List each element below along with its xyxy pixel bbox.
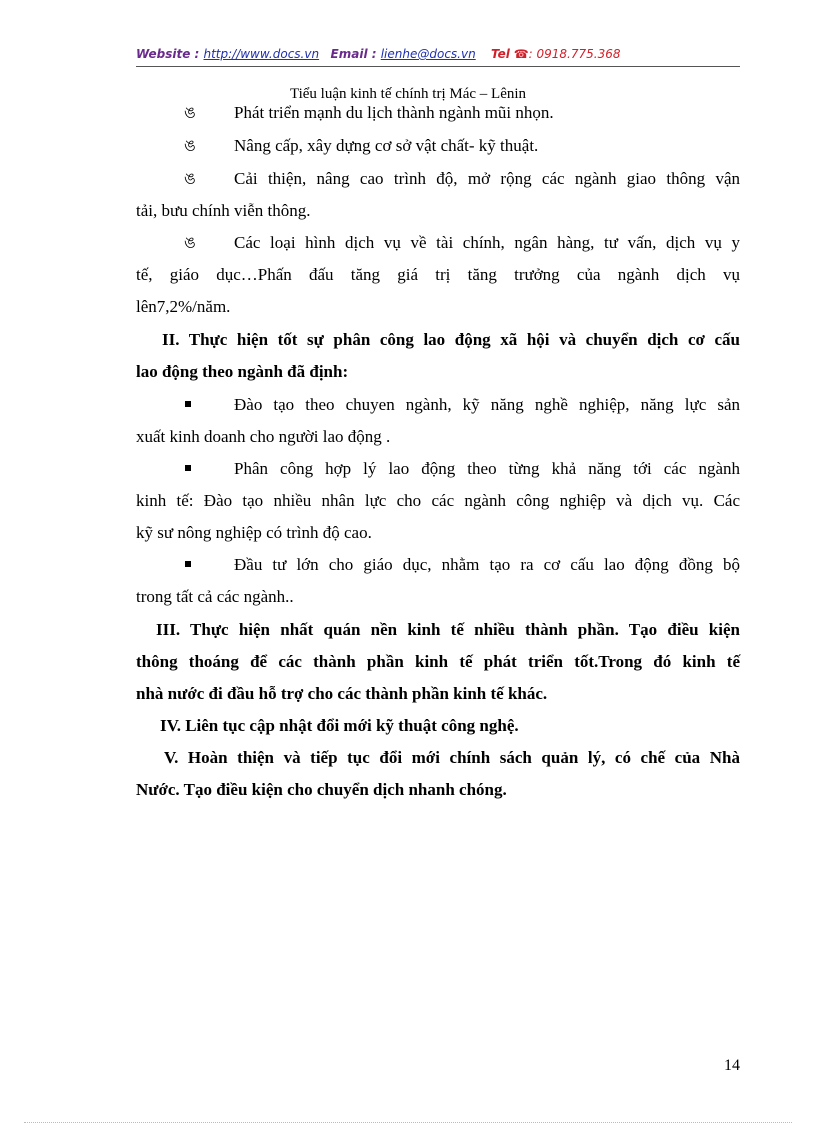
- section-heading-4: IV. Liên tục cập nhật đổi mới kỹ thuật công nghệ.: [160, 716, 519, 735]
- header-divider: [136, 66, 740, 67]
- list-item-continuation: lên7,2%/năm.: [136, 297, 231, 316]
- croissant-icon: ঙ: [184, 171, 196, 188]
- list-item-text: Nâng cấp, xây dựng cơ sở vật chất- kỹ thuật.: [234, 136, 539, 155]
- list-item-continuation: kinh tế: Đào tạo nhiều nhân lực cho các ngành công nghiệp và dịch vụ. Các: [136, 491, 740, 510]
- croissant-icon: ঙ: [184, 235, 196, 252]
- page-number: 14: [724, 1057, 740, 1074]
- list-item-continuation: tải, bưu chính viễn thông.: [136, 201, 311, 220]
- phone-icon: ☎: [513, 47, 529, 61]
- phone-number: : 0918.775.368: [528, 47, 621, 61]
- list-item-text: Phân công hợp lý lao động theo từng khả năng tới các ngành: [234, 459, 740, 478]
- list-item: [136, 459, 740, 479]
- section-heading-2: II. Thực hiện tốt sự phân công lao động xã hội và chuyển dịch cơ cấu: [162, 330, 740, 349]
- section-heading-3-cont: thông thoáng để các thành phần kinh tế phát triển tốt.Trong đó kinh tế: [136, 652, 740, 671]
- list-item: [136, 136, 740, 156]
- website-link[interactable]: http://www.docs.vn: [203, 47, 320, 61]
- section-heading-5: V. Hoàn thiện và tiếp tục đổi mới chính sách quản lý, có chế của Nhà: [164, 748, 740, 767]
- list-item-text: Đầu tư lớn cho giáo dục, nhằm tạo ra cơ cấu lao động đồng bộ: [234, 555, 740, 574]
- list-item-text: Cải thiện, nâng cao trình độ, mở rộng các ngành giao thông vận: [234, 169, 740, 188]
- section-heading-3: III. Thực hiện nhất quán nền kinh tế nhiều thành phần. Tạo điều kiện: [156, 620, 740, 639]
- list-item-continuation: trong tất cả các ngành..: [136, 587, 294, 606]
- list-item-continuation: tế, giáo dục…Phấn đấu tăng giá trị tăng trưởng của ngành dịch vụ: [136, 265, 740, 284]
- square-bullet-icon: [185, 401, 191, 407]
- list-item-continuation: kỹ sư nông nghiệp có trình độ cao.: [136, 523, 372, 542]
- list-item-text: Phát triển mạnh du lịch thành ngành mũi nhọn.: [234, 103, 554, 122]
- email-separator: :: [367, 47, 381, 61]
- croissant-icon: ঙ: [184, 105, 196, 122]
- list-item: [136, 103, 740, 123]
- list-item: [136, 555, 740, 575]
- square-bullet-icon: [185, 561, 191, 567]
- document-title: Tiểu luận kinh tế chính trị Mác – Lênin: [289, 86, 527, 102]
- email-link[interactable]: lienhe@docs.vn: [380, 47, 476, 61]
- section-heading-5-cont: Nước. Tạo điều kiện cho chuyển dịch nhanh chóng.: [136, 780, 507, 799]
- list-item-text: Đào tạo theo chuyen ngành, kỹ năng nghề nghiệp, năng lực sản: [234, 395, 740, 414]
- list-item-text: Các loại hình dịch vụ về tài chính, ngân hàng, tư vấn, dịch vụ y: [234, 233, 740, 252]
- website-label: Website :: [136, 47, 204, 61]
- section-heading-3-cont: nhà nước đi đầu hỗ trợ cho các thành phần kinh tế khác.: [136, 684, 548, 703]
- email-label: Email: [330, 47, 368, 61]
- square-bullet-icon: [185, 465, 191, 471]
- section-heading-2-cont: lao động theo ngành đã định:: [136, 362, 349, 381]
- tel-label: Tel: [490, 47, 510, 61]
- list-item: [136, 169, 740, 189]
- list-item: [136, 233, 740, 253]
- website-header: [136, 47, 740, 61]
- croissant-icon: ঙ: [184, 138, 196, 155]
- list-item-continuation: xuất kinh doanh cho người lao động .: [136, 427, 391, 446]
- list-item: [136, 395, 740, 415]
